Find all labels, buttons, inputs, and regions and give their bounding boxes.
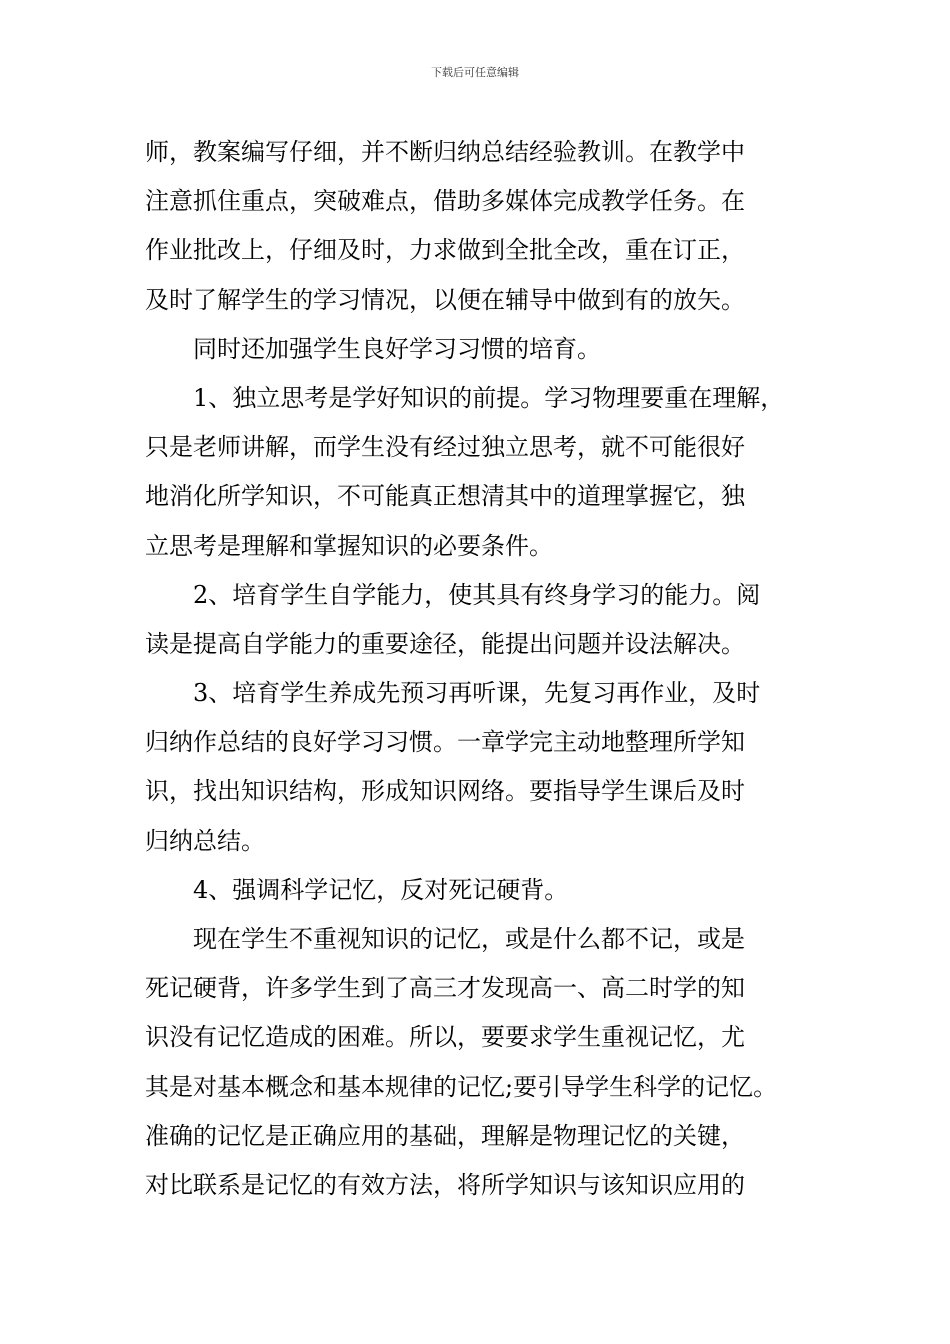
text-line: 2、培育学生自学能力，使其具有终身学习的能力。阅	[193, 580, 761, 609]
text-line: 3、培育学生养成先预习再听课，先复习再作业，及时	[193, 679, 761, 708]
text-line: 对比联系是记忆的有效方法，将所学知识与该知识应用的	[145, 1170, 745, 1199]
text-line: 只是老师讲解，而学生没有经过独立思考，就不可能很好	[145, 433, 745, 462]
text-line: 及时了解学生的学习情况，以便在辅导中做到有的放矢。	[145, 285, 745, 314]
text-line: 1、独立思考是学好知识的前提。学习物理要重在理解，	[193, 383, 785, 412]
text-line: 现在学生不重视知识的记忆，或是什么都不记，或是	[193, 925, 745, 953]
text-line: 识没有记忆造成的困难。所以，要要求学生重视记忆，尤	[145, 1023, 745, 1052]
text-line: 准确的记忆是正确应用的基础，理解是物理记忆的关键，	[145, 1121, 745, 1150]
text-line: 读是提高自学能力的重要途径，能提出问题并设法解决。	[145, 629, 745, 658]
text-line: 地消化所学知识，不可能真正想清其中的道理掌握它，独	[145, 482, 745, 511]
text-line: 立思考是理解和掌握知识的必要条件。	[145, 531, 553, 560]
text-line: 识，找出知识结构，形成知识网络。要指导学生课后及时	[145, 777, 745, 806]
text-line: 师，教案编写仔细，并不断归纳总结经验教训。在教学中	[145, 138, 745, 166]
text-line: 同时还加强学生良好学习习惯的培育。	[193, 334, 601, 363]
page-header: 下载后可任意编辑	[431, 66, 519, 79]
body-text	[145, 128, 817, 1210]
text-line: 作业批改上，仔细及时，力求做到全批全改，重在订正，	[145, 236, 745, 265]
text-line: 归纳总结。	[145, 826, 265, 855]
text-line: 归纳作总结的良好学习习惯。一章学完主动地整理所学知	[145, 728, 745, 757]
text-line: 死记硬背，许多学生到了高三才发现高一、高二时学的知	[145, 974, 745, 1003]
text-line: 4、强调科学记忆，反对死记硬背。	[193, 875, 569, 904]
text-line: 注意抓住重点，突破难点，借助多媒体完成教学任务。在	[145, 187, 745, 216]
text-line: 其是对基本概念和基本规律的记忆;要引导学生科学的记忆。	[145, 1072, 778, 1101]
